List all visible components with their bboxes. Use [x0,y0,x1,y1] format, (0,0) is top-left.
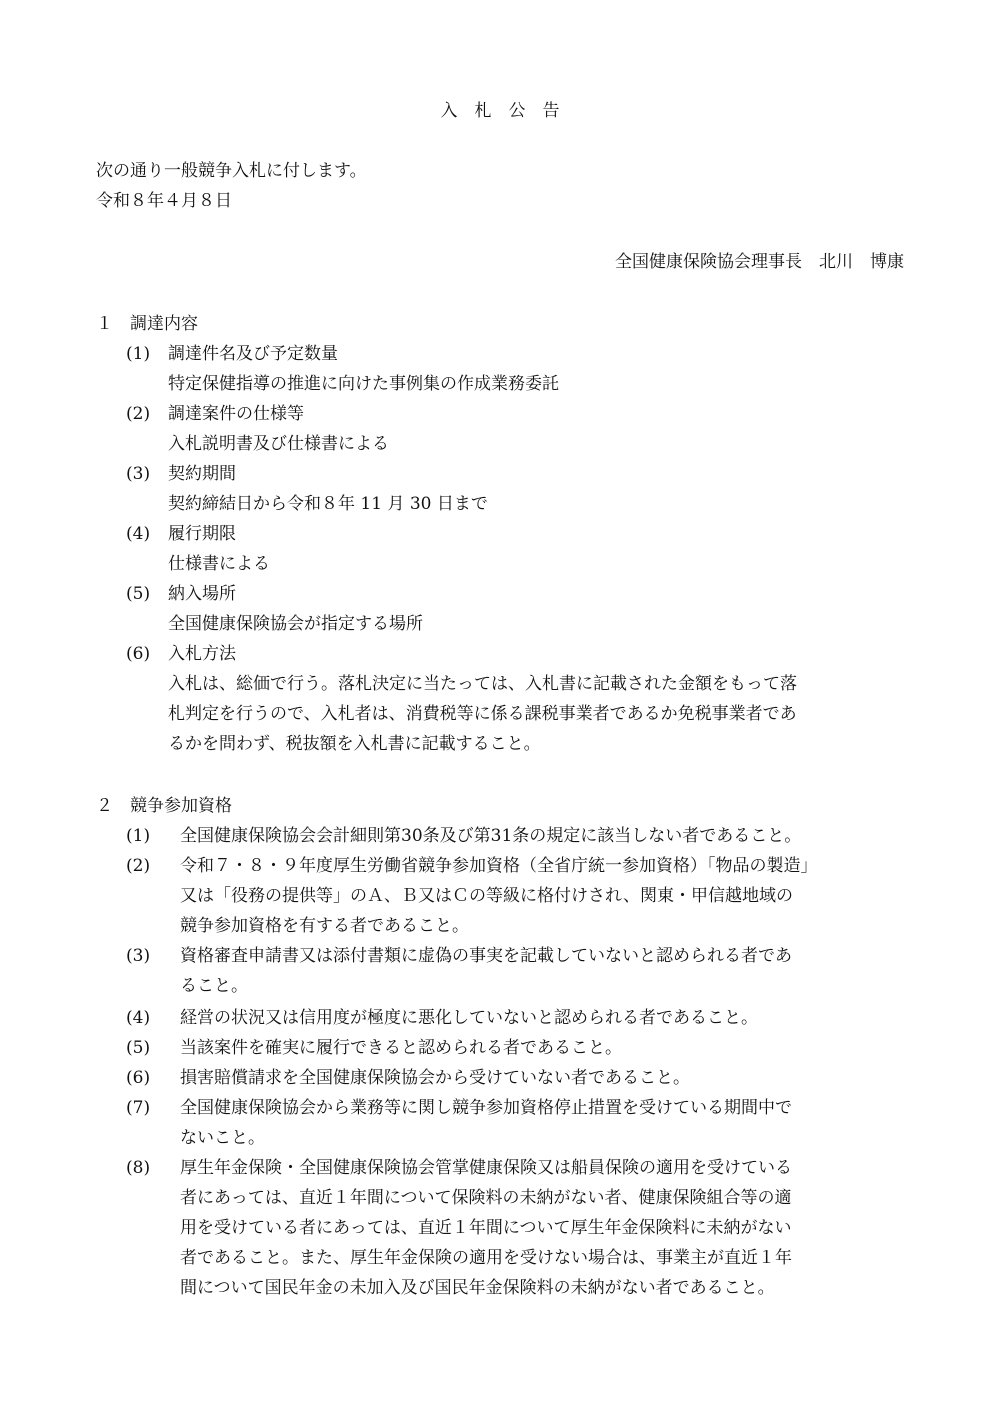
item-body: 仕様書による [168,554,270,574]
item-number: (1) [126,344,151,364]
issuer-signature: 全国健康保険協会理事長 北川 博康 [615,252,904,272]
item-label: 調達件名及び予定数量 [168,344,338,364]
item-label: 調達案件の仕様等 [168,404,304,424]
item-body-line: 経営の状況又は信用度が極度に悪化していないと認められる者であること。 [180,1008,758,1028]
item-body-line: るかを問わず、税抜額を入札書に記載すること。 [168,734,541,754]
item-body: 全国健康保険協会が指定する場所 [168,614,423,634]
item-number: (4) [126,1008,151,1028]
item-body-line: 間について国民年金の未加入及び国民年金保険料の未納がない者であること。 [180,1278,775,1298]
item-body-line: 当該案件を確実に履行できると認められる者であること。 [180,1038,622,1058]
notice-date: 令和８年４月８日 [96,191,232,211]
document-title: 入 札 公 告 [440,101,560,121]
item-body-line: 札判定を行うので、入札者は、消費税等に係る課税事業者であるか免税事業者であ [168,704,797,724]
item-number: (3) [126,946,151,966]
section-2-heading: ２ 競争参加資格 [96,796,232,816]
item-number: (7) [126,1098,151,1118]
item-number: (3) [126,464,151,484]
intro-text: 次の通り一般競争入札に付します。 [96,161,367,181]
item-body-line: 損害賠償請求を全国健康保険協会から受けていない者であること。 [180,1068,690,1088]
item-number: (6) [126,644,151,664]
item-number: (5) [126,1038,151,1058]
item-body-line: 厚生年金保険・全国健康保険協会管掌健康保険又は船員保険の適用を受けている [180,1158,792,1178]
item-body-line: 用を受けている者にあっては、直近１年間について厚生年金保険料に未納がない [180,1218,792,1238]
item-number: (2) [126,856,151,876]
item-body-line: 全国健康保険協会から業務等に関し競争参加資格停止措置を受けている期間中で [180,1098,792,1118]
item-number: (4) [126,524,151,544]
item-body-line: 競争参加資格を有する者であること。 [180,916,469,936]
item-label: 入札方法 [168,644,236,664]
item-body: 入札説明書及び仕様書による [168,434,389,454]
item-body-line: ないこと。 [180,1128,265,1148]
item-label: 履行期限 [168,524,236,544]
item-body: 特定保健指導の推進に向けた事例集の作成業務委託 [168,374,559,394]
item-body-line: 全国健康保険協会会計細則第30条及び第31条の規定に該当しない者であること。 [180,826,802,846]
item-number: (8) [126,1158,151,1178]
item-label: 納入場所 [168,584,236,604]
item-body-line: 資格審査申請書又は添付書類に虚偽の事実を記載していないと認められる者であ [180,946,792,966]
section-1-heading: １ 調達内容 [96,314,198,334]
item-number: (2) [126,404,151,424]
item-label: 契約期間 [168,464,236,484]
item-number: (5) [126,584,151,604]
item-number: (6) [126,1068,151,1088]
item-body: 契約締結日から令和８年 11 月 30 日まで [168,494,488,514]
item-body-line: 又は「役務の提供等」のＡ、Ｂ又はＣの等級に格付けされ、関東・甲信越地域の [180,886,794,906]
item-body-line: ること。 [180,976,248,996]
item-body-line: 令和７・８・９年度厚生労働省競争参加資格（全省庁統一参加資格）「物品の製造」 [180,856,818,876]
item-number: (1) [126,826,151,846]
item-body-line: 入札は、総価で行う。落札決定に当たっては、入札書に記載された金額をもって落 [168,674,797,694]
item-body-line: 者にあっては、直近１年間について保険料の未納がない者、健康保険組合等の適 [180,1188,792,1208]
item-body-line: 者であること。また、厚生年金保険の適用を受けない場合は、事業主が直近１年 [180,1248,792,1268]
